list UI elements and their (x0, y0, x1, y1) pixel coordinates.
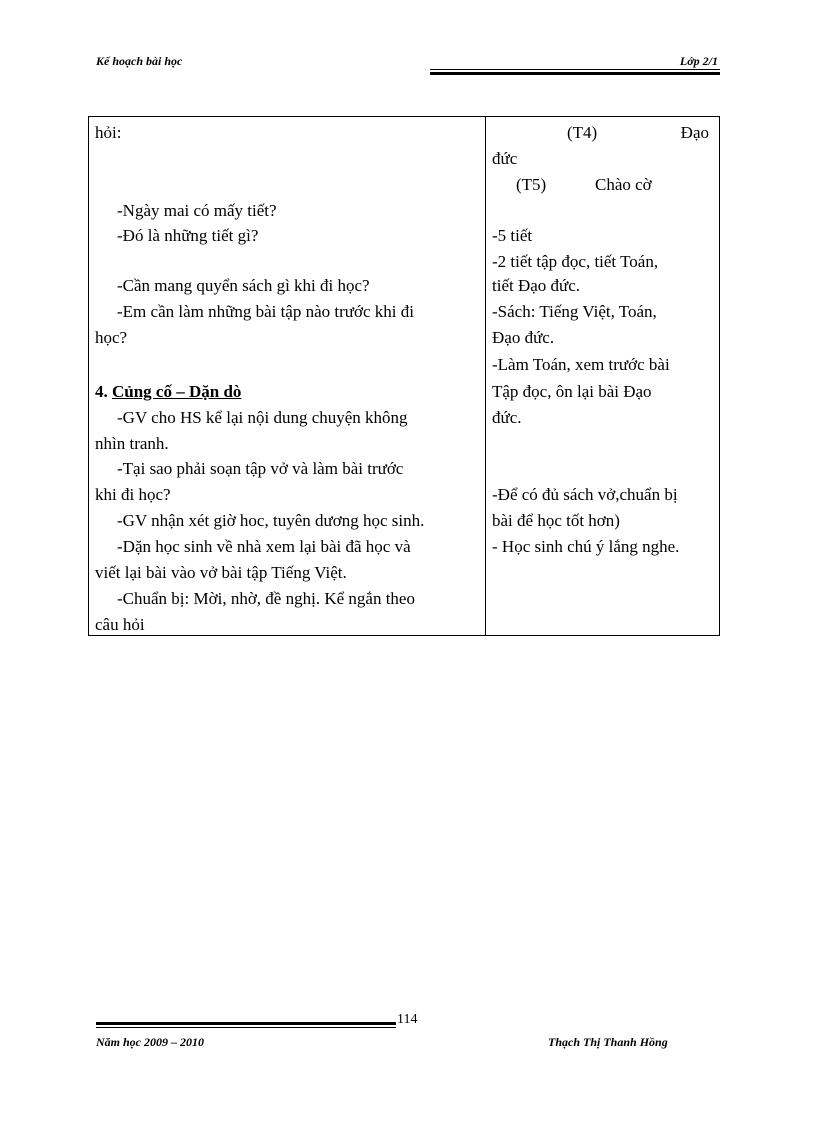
left-line: học? (95, 328, 128, 347)
left-line: -Cần mang quyển sách gì khi đi học? (117, 276, 370, 295)
header-title: Kế hoạch bài học (96, 54, 183, 68)
right-line: Tập đọc, ôn lại bài Đạo (492, 382, 652, 401)
right-line: -Sách: Tiếng Việt, Toán, (492, 302, 657, 321)
left-line: -Đó là những tiết gì? (117, 226, 259, 245)
left-line: -Tại sao phải soạn tập vở và làm bài trước (117, 459, 404, 478)
schedule-t4 (567, 121, 709, 145)
left-line: viết lại bài vào vở bài tập Tiếng Việt. (95, 563, 347, 582)
section-title: Củng cố – Dặn dò (112, 382, 242, 401)
right-line: - Học sinh chú ý lắng nghe. (492, 537, 680, 556)
right-line: bài để học tốt hơn) (492, 511, 620, 530)
left-line: khi đi học? (95, 485, 171, 504)
right-line: Đạo đức. (492, 328, 555, 347)
right-line: -Để có đủ sách vở,chuẩn bị (492, 485, 678, 504)
right-line: đức. (492, 408, 522, 427)
footer-author: Thạch Thị Thanh Hồng (548, 1035, 668, 1049)
left-line: -GV cho HS kể lại nội dung chuyện không (117, 408, 408, 427)
right-line: -5 tiết (492, 226, 533, 245)
footer-rule-thick (96, 1022, 396, 1025)
left-line: -Dặn học sinh về nhà xem lại bài đã học và (117, 537, 411, 556)
page-number: 114 (397, 1012, 418, 1027)
schedule-t5-subject: Chào cờ (595, 175, 652, 194)
header-rule-thin (430, 69, 720, 70)
header-rule-thick (430, 72, 720, 75)
left-line: nhìn tranh. (95, 434, 169, 453)
left-line: -Ngày mai có mấy tiết? (117, 201, 277, 220)
header-class: Lớp 2/1 (679, 54, 718, 68)
t4-code: (T4) (567, 123, 598, 142)
right-line: -2 tiết tập đọc, tiết Toán, (492, 252, 659, 271)
left-line: -GV nhận xét giờ hoc, tuyên dương học sinh. (117, 511, 425, 530)
left-line: hỏi: (95, 123, 122, 142)
schedule-t5-code: (T5) (516, 175, 547, 194)
footer-school-year: Năm học 2009 – 2010 (96, 1035, 204, 1049)
left-line: -Em cần làm những bài tập nào trước khi đi (117, 302, 414, 321)
right-line: đức (492, 149, 518, 168)
section-number: 4. (95, 382, 108, 401)
column-divider (485, 117, 486, 635)
lesson-table (88, 116, 720, 636)
right-line: -Làm Toán, xem trước bài (492, 355, 670, 374)
footer-rule-thin (96, 1027, 396, 1028)
right-line: tiết Đạo đức. (492, 276, 581, 295)
t4-subject: Đạo (680, 123, 709, 142)
left-line: câu hỏi (95, 615, 145, 634)
left-line: -Chuẩn bị: Mời, nhờ, đề nghị. Kể ngắn theo (117, 589, 415, 608)
section-heading (95, 380, 241, 404)
